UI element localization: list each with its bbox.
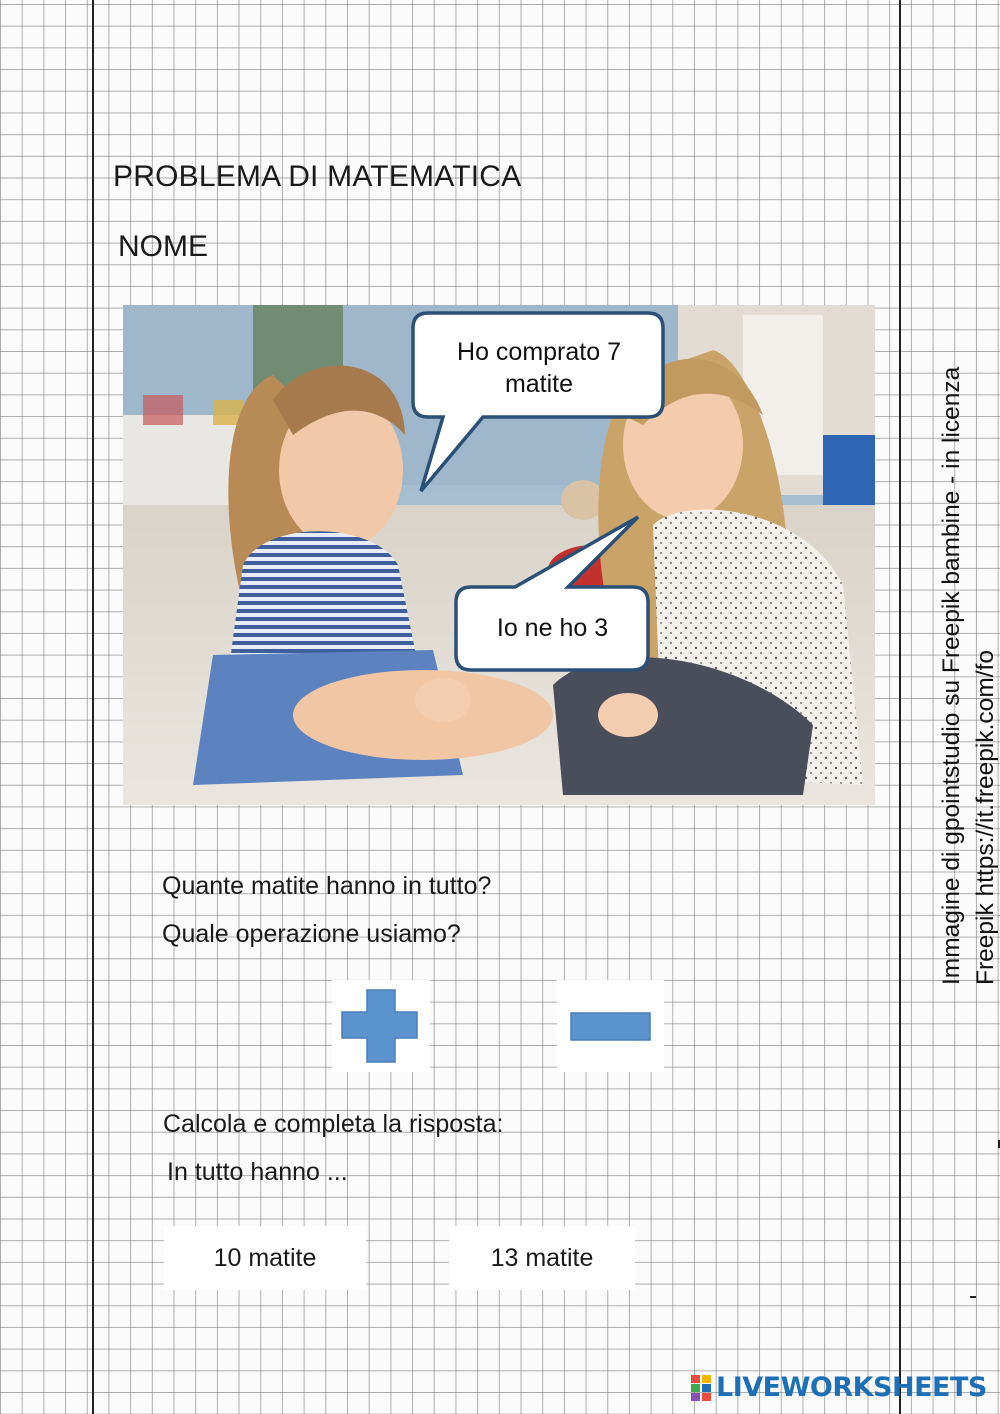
- answer-option-1[interactable]: 10 matite: [164, 1226, 366, 1290]
- right-margin-line: [899, 0, 901, 1414]
- brand-text: LIVEWORKSHEETS: [716, 1372, 987, 1403]
- plus-option[interactable]: [332, 980, 430, 1072]
- speech-bubble-left: Ho comprato 7 matite: [457, 338, 621, 398]
- question-total: Quante matite hanno in tutto?: [162, 872, 492, 900]
- credit-line-1: Immagine di gpointstudio su Freepik bambine - in licenza: [938, 366, 965, 985]
- plus-icon: [332, 980, 430, 1072]
- name-label: NOME: [118, 230, 208, 263]
- liveworksheets-logo-icon: [690, 1374, 712, 1402]
- question-operation: Quale operazione usiamo?: [162, 920, 461, 948]
- scan-mark: [970, 1296, 976, 1298]
- answer-prompt: In tutto hanno ...: [167, 1158, 348, 1186]
- credit-line-2: Freepik https://it.freepik.com/fo: [972, 650, 999, 985]
- minus-option[interactable]: [557, 980, 664, 1072]
- liveworksheets-brand: [690, 1372, 987, 1403]
- speech-bubble-right: Io ne ho 3: [496, 614, 609, 642]
- left-margin-line: [92, 0, 94, 1414]
- instruction-text: Calcola e completa la risposta:: [163, 1110, 504, 1138]
- image-credit: [935, 367, 1000, 985]
- worksheet-title: PROBLEMA DI MATEMATICA: [113, 160, 522, 193]
- answer-option-2[interactable]: 13 matite: [449, 1226, 635, 1290]
- minus-icon: [557, 980, 664, 1072]
